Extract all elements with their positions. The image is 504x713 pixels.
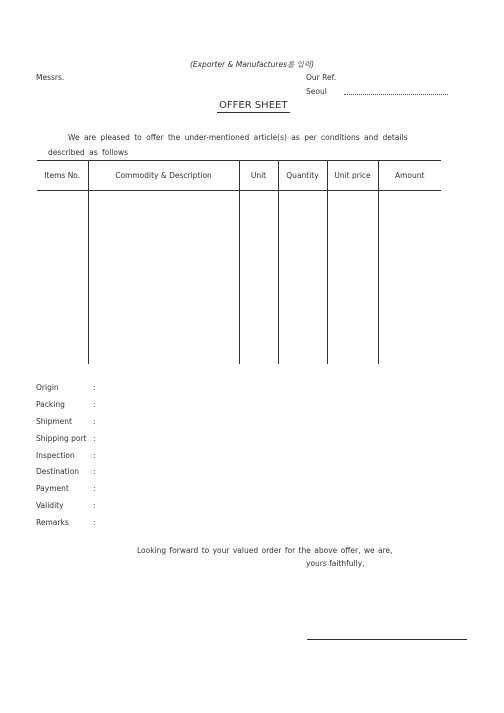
term-label: Packing — [36, 399, 65, 409]
term-origin — [36, 380, 96, 397]
term-label: Shipment — [36, 416, 72, 426]
column-header-unit: Unit — [239, 161, 278, 191]
column-header-unit-price: Unit price — [327, 161, 378, 191]
intro-paragraph — [36, 130, 446, 160]
table-row — [37, 191, 441, 365]
cell-quantity — [278, 191, 327, 365]
term-validity — [36, 498, 96, 515]
term-colon: : — [93, 433, 96, 443]
term-colon: : — [93, 501, 96, 511]
signature-line — [307, 638, 467, 640]
term-colon: : — [93, 467, 96, 477]
term-colon: : — [93, 399, 96, 409]
term-inspection — [36, 448, 96, 465]
column-header-amount: Amount — [378, 161, 441, 191]
column-header-quantity: Quantity — [278, 161, 327, 191]
date-dotted-line — [344, 93, 448, 95]
cell-items-no — [37, 191, 88, 365]
items-table — [37, 160, 441, 364]
cell-unit — [239, 191, 278, 365]
column-header-commodity: Commodity & Description — [88, 161, 239, 191]
term-packing — [36, 397, 96, 414]
city-label: Seoul — [306, 87, 327, 96]
table-header-row — [37, 161, 441, 191]
closing-sentence: Looking forward to your valued order for the above offer, we are, — [137, 546, 393, 555]
intro-line-2: described as follows — [48, 148, 129, 157]
term-colon: : — [93, 518, 96, 528]
term-label: Inspection — [36, 450, 75, 460]
term-colon: : — [93, 450, 96, 460]
term-colon: : — [93, 484, 96, 494]
term-remarks — [36, 515, 96, 532]
column-header-items-no: Items No. — [37, 161, 88, 191]
page-title: OFFER SHEET — [217, 100, 290, 113]
messrs-label: Messrs. — [36, 73, 65, 82]
term-shipping-port — [36, 431, 96, 448]
cell-amount — [378, 191, 441, 365]
term-label: Payment — [36, 484, 69, 494]
term-colon: : — [93, 383, 96, 392]
intro-line-1: We are pleased to offer the under-mentioned article(s) as per conditions and details — [68, 133, 408, 142]
terms-list — [36, 380, 96, 532]
term-label: Validity — [36, 501, 64, 511]
term-colon: : — [93, 416, 96, 426]
term-payment — [36, 481, 96, 498]
exporter-manufacturer-note: (Exporter & Manufactures를 입력) — [189, 60, 315, 69]
closing-salutation: yours faithfully, — [306, 559, 365, 568]
term-label: Destination — [36, 467, 80, 477]
cell-commodity — [88, 191, 239, 365]
cell-unit-price — [327, 191, 378, 365]
our-ref-label: Our Ref. — [306, 73, 337, 82]
term-shipment — [36, 414, 96, 431]
term-destination — [36, 464, 96, 481]
term-label: Remarks — [36, 518, 69, 528]
term-label: Origin — [36, 383, 59, 392]
term-label: Shipping port — [36, 433, 87, 443]
